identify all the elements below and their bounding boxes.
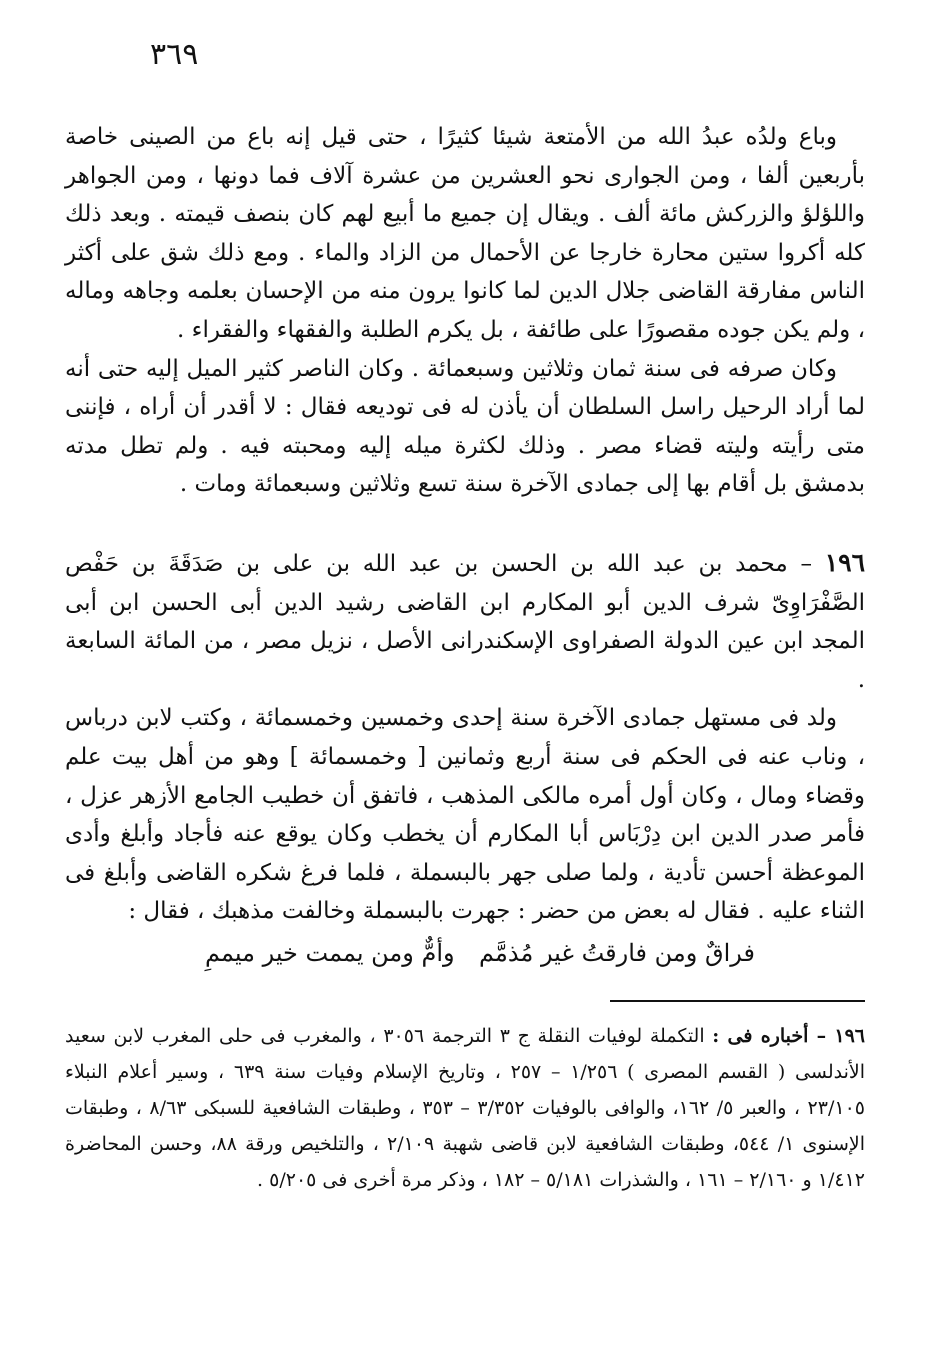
verse-line	[205, 933, 755, 973]
footnotes	[65, 1018, 865, 1198]
paragraph-1: وباع ولدُه عبدُ الله من الأمتعة شيئا كثيرًا ، حتى قيل إنه باع من الصينى خاصة بأربعين ألفا ، ومن الجوارى نحو العشرين من عشرة آلاف فما دونها ، ومن الجواهر واللؤلؤ والزركش مائة ألف . ويقال إن جميع ما أبيع لهم كان بنصف قيمته . وبعد ذلك كله أكروا ستين محارة خارجا عن الأحمال من الزاد والماء . ومع ذلك شق على أكثر الناس مفارقة القاضى جلال الدين لما كانوا يرون منه من الإحسان بعلمه وجاهه وماله ، ولم يكن جوده مقصورًا على طائفة ، بل يكرم الطلبة والفقهاء والفقراء .	[65, 124, 865, 343]
entry-name-text: محمد بن عبد الله بن الحسن بن عبد الله بن على بن صَدَقَةَ بن حَفْص الصَّفْرَاوِىّ شرف الدين أبو المكارم ابن القاضى رشيد الدين أبى الحسن ابن أبى المجد ابن عين الدولة الصفراوى الإسكندرانى الأصل ، نزيل مصر ، من المائة السابعة .	[65, 550, 865, 693]
section-gap	[65, 504, 865, 544]
entry-number: ١٩٦	[824, 547, 866, 577]
page-number: ٣٦٩	[150, 37, 199, 72]
verse-hemistich-second: وأمٌّ ومن يممت خير ميممِ	[205, 938, 455, 967]
verse-hemistich-first: فراقٌ ومن فارقتُ غير مُذمَّم	[479, 938, 755, 967]
paragraph-2: وكان صرفه فى سنة ثمان وثلاثين وسبعمائة . وكان الناصر كثير الميل إليه حتى أنه لما أراد الرحيل راسل السلطان أن يأذن له فى توديعه فقال : لا أقدر أن أراه ، فإننى متى رأيته وليته قضاء مصر . وذلك لكثرة ميله إليه ومحبته فيه . ولم تطل مدته بدمشق بل أقام بها إلى جمادى الآخرة سنة تسع وثلاثين وسبعمائة ومات .	[65, 355, 865, 498]
footnote-heading: ١٩٦ – أخباره فى :	[712, 1025, 866, 1047]
entry-196-heading	[65, 544, 865, 699]
footnote-196	[65, 1018, 865, 1198]
entry-dash: –	[800, 550, 812, 577]
footnote-text: التكملة لوفيات النقلة ج ٣ الترجمة ٣٠٥٦ ، والمغرب فى حلى المغرب لابن سعيد الأندلسى ( القسم المصرى ) ١/٢٥٦ – ٢٥٧ ، وتاريخ الإسلام وفيات سنة ٦٣٩ ، وسير أعلام النبلاء ٢٣/١٠٥ ، والعبر ٥/ ١٦٢، والوافى بالوفيات ٣/٣٥٢ – ٣٥٣ ، وطبقات الشافعية للسبكى ٨/٦٣ ، وطبقات الإسنوى ١/ ٥٤٤، وطبقات الشافعية لابن قاضى شهبة ٢/١٠٩ ، والتلخيص ورقة ٨٨، وحسن المحاضرة ١/٤١٢ و ٢/١٦٠ – ١٦١ ، والشذرات ٥/١٨١ – ١٨٢ ، وذكر مرة أخرى فى ٥/٢٠٥ .	[65, 1025, 865, 1191]
footnote-separator	[610, 1000, 865, 1002]
main-text	[65, 118, 865, 973]
paragraph-4: ولد فى مستهل جمادى الآخرة سنة إحدى وخمسين وخمسمائة ، وكتب لابن درباس ، وناب عنه فى الحكم فى سنة أربع وثمانين [ وخمسمائة ] وهو من أهل بيت علم وقضاء ومال ، وكان أول أمره مالكى المذهب ، فاتفق أن خطيب الجامع الأزهر عزل ، فأمر صدر الدين ابن دِرْبَاس أبا المكارم أن يخطب وكان يوقع عنه فأجاد وأبلغ وأدى الموعظة أحسن تأدية ، ولما صلى جهر بالبسملة ، فلما فرغ شكره القاضى وأبلغ فى الثناء عليه . فقال له بعض من حضر : جهرت بالبسملة وخالفت مذهبك ، فقال :	[65, 705, 865, 925]
